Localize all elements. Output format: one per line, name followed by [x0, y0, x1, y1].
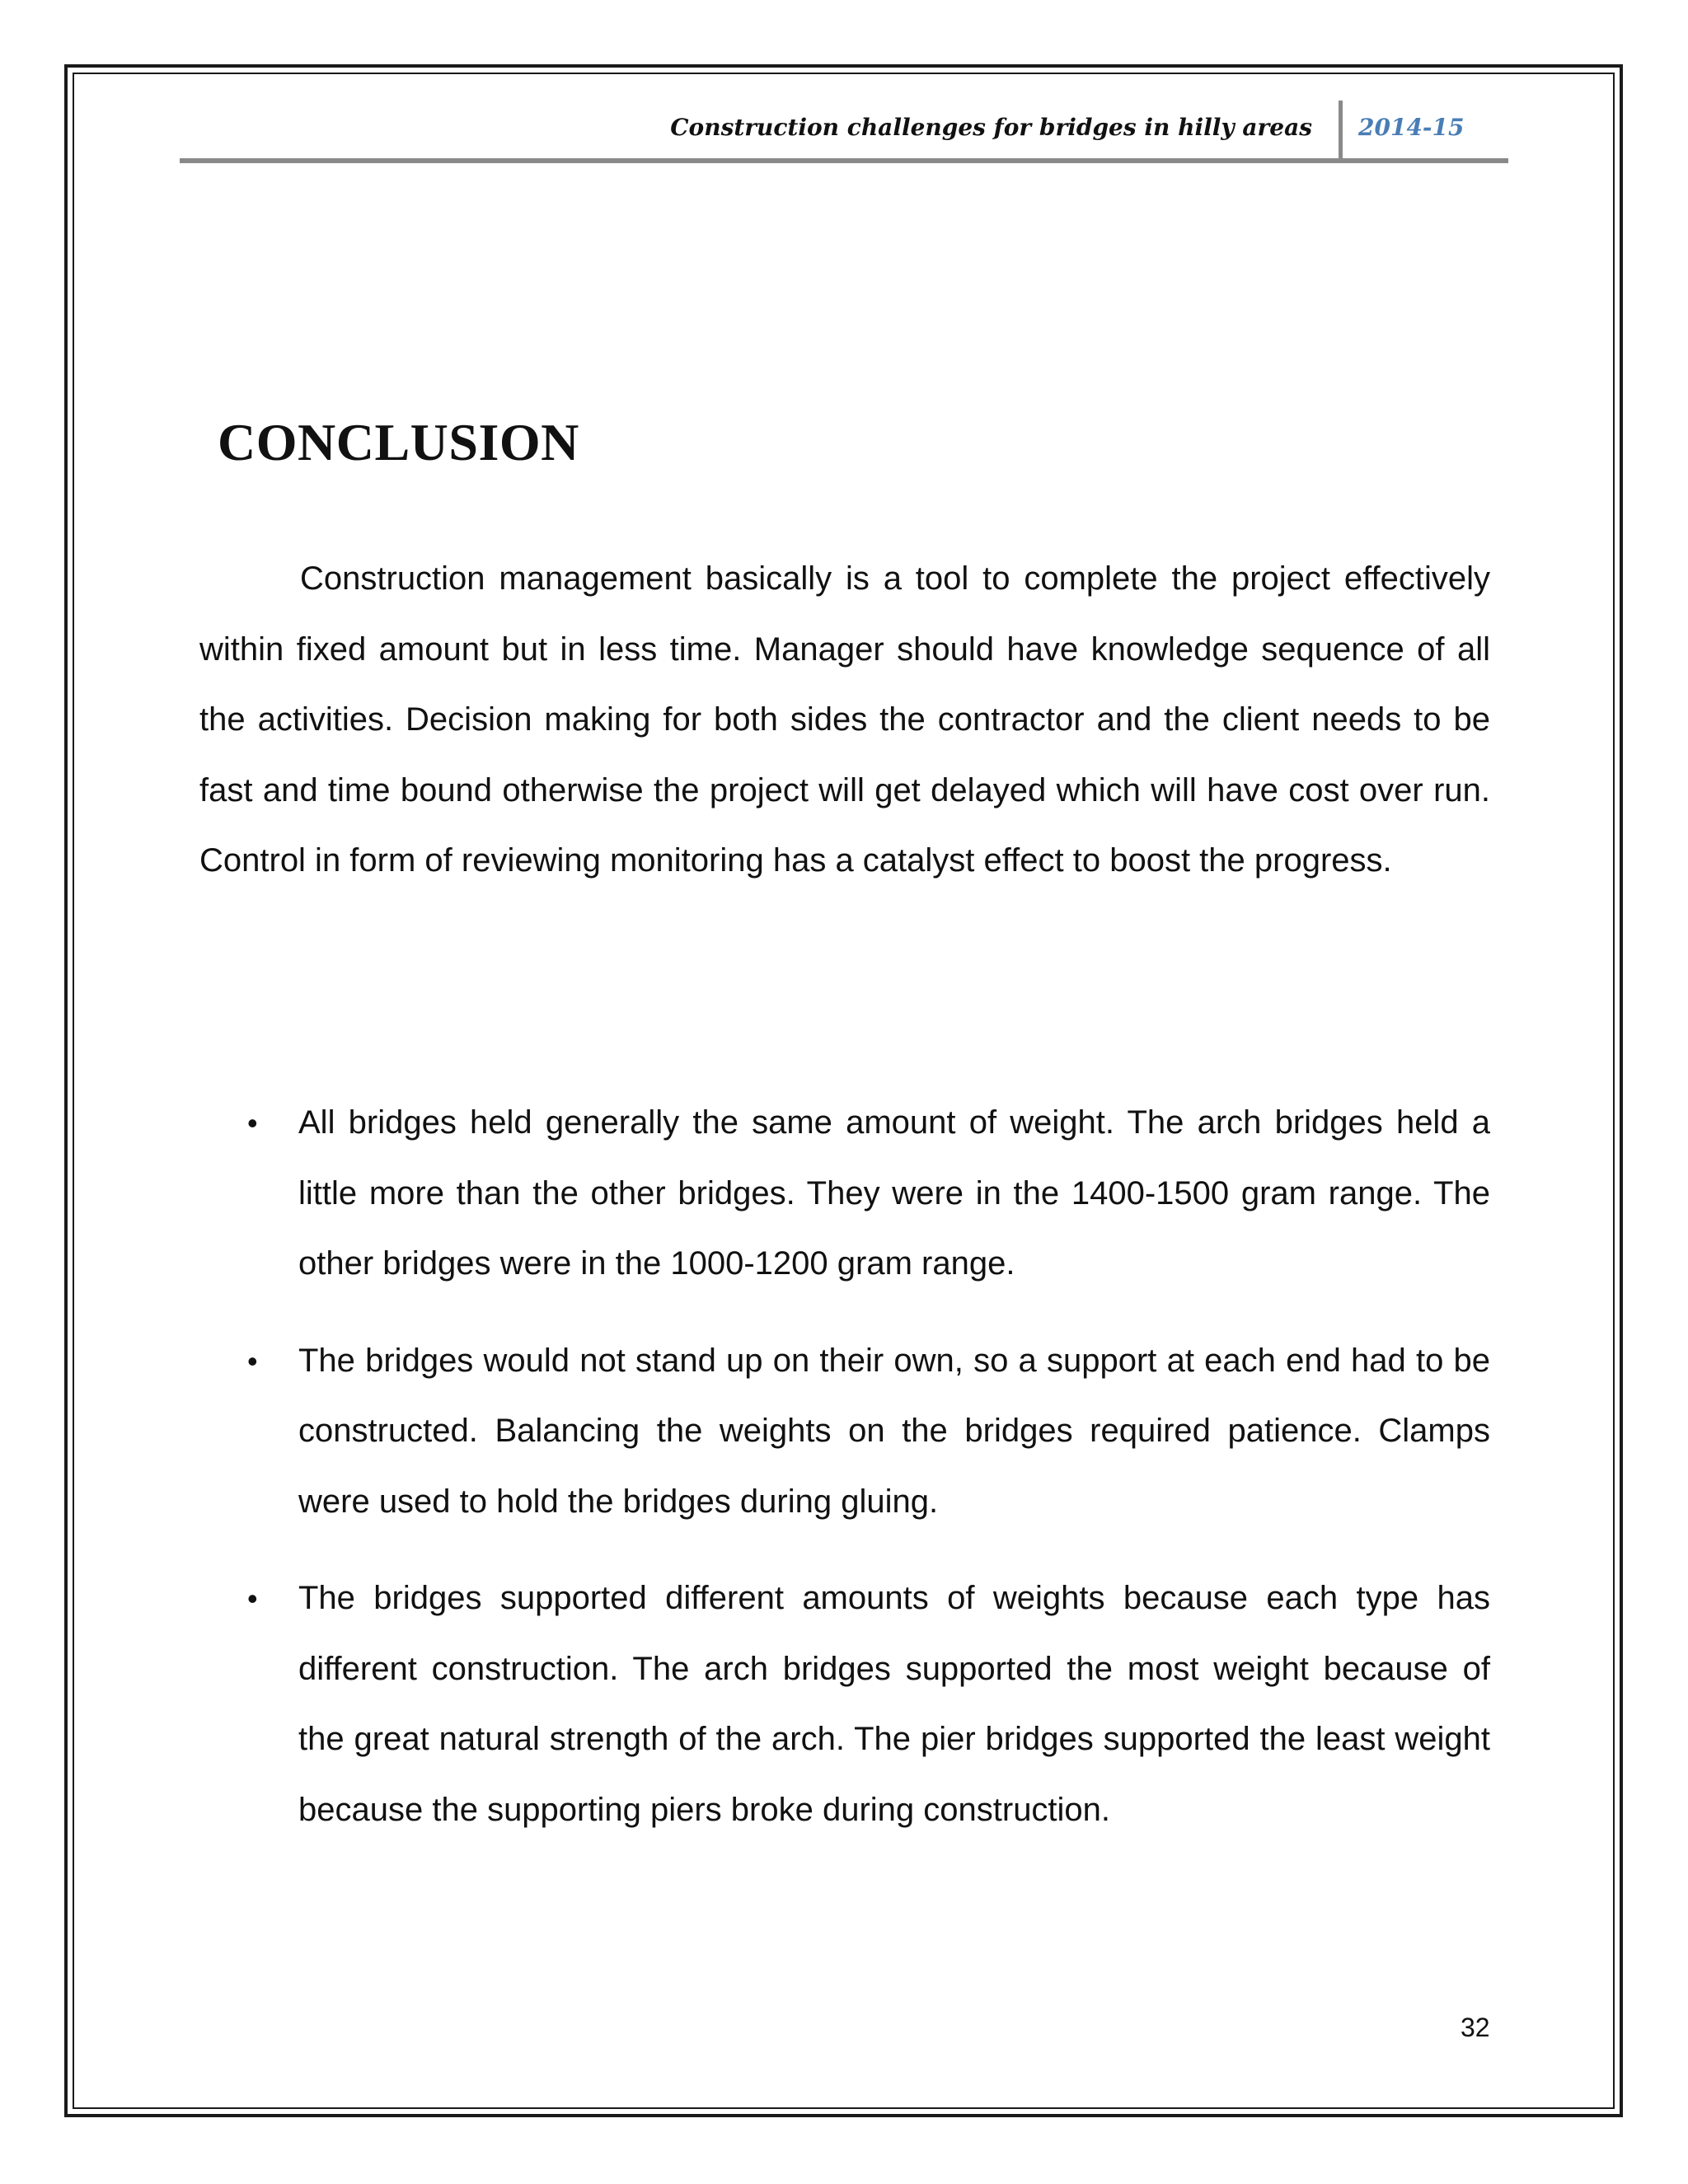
- bullet-text: The bridges would not stand up on their own, so a support at each end had to be constructed. Balancing the weights on the bridges required patience. Clamps were used to hold the bridges during gluing.: [298, 1342, 1490, 1520]
- header-divider: [1339, 101, 1343, 160]
- bullet-marker: •: [247, 1343, 258, 1378]
- header-rule: [180, 158, 1508, 163]
- header-title: Construction challenges for bridges in hilly areas: [670, 114, 1312, 141]
- bullet-item-2: [199, 1326, 1490, 1538]
- bullet-list: [199, 1088, 1490, 1872]
- header-year: 2014-15: [1358, 114, 1465, 141]
- page-number: 32: [1461, 2013, 1490, 2042]
- section-heading: CONCLUSION: [218, 413, 579, 471]
- running-header: [180, 97, 1508, 163]
- bullet-marker: •: [247, 1106, 258, 1140]
- bullet-text: The bridges supported different amounts of weights because each type has different construction. The arch bridges supported the most weight because of the great natural strength of the arch. The pier bridges supported the least weight because the supporting piers broke during construction.: [298, 1580, 1490, 1828]
- bullet-item-1: [199, 1088, 1490, 1300]
- bullet-item-3: [199, 1563, 1490, 1845]
- bullet-marker: •: [247, 1582, 258, 1615]
- conclusion-paragraph: Construction management basically is a tool to complete the project effectively within fixed amount but in less time. Manager should have knowledge sequence of all the activities. Decision making for both sides the contractor and the client needs to be fast and time bound otherwise the project will get delayed which will have cost over run. Control in form of reviewing monitoring has a catalyst effect to boost the progress.: [199, 560, 1490, 879]
- bullet-text: All bridges held generally the same amount of weight. The arch bridges held a little more than the other bridges. They were in the 1400-1500 gram range. The other bridges were in the 1000-1200 gram range.: [298, 1104, 1490, 1282]
